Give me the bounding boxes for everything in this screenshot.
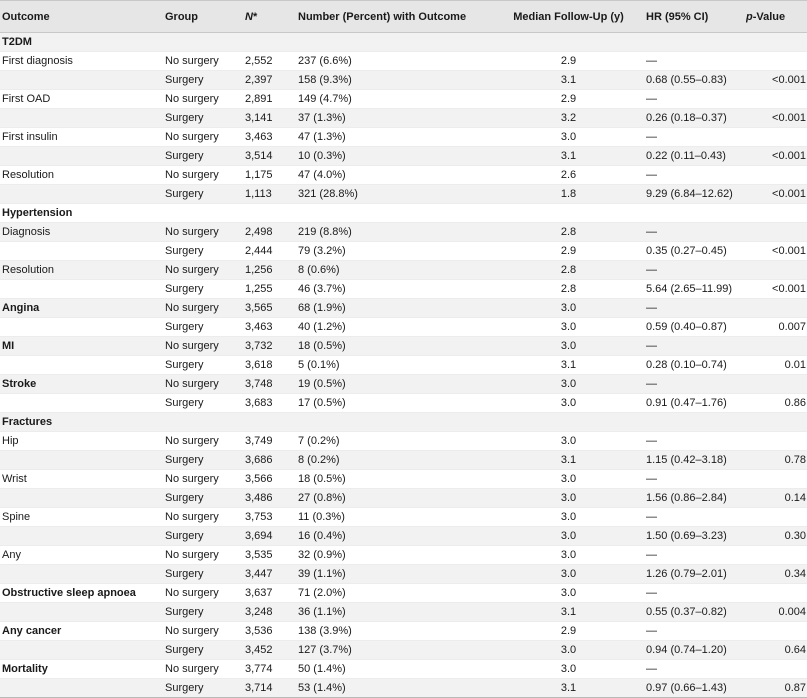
cell-group: Surgery (165, 147, 245, 166)
cell-number-with-outcome: 17 (0.5%) (298, 394, 491, 413)
cell-outcome (0, 147, 165, 166)
cell-n (245, 413, 298, 432)
cell-outcome (0, 394, 165, 413)
header-n-letter: N (245, 10, 253, 23)
table-row (0, 489, 807, 508)
cell-n: 1,175 (245, 166, 298, 185)
cell-p-value (746, 33, 807, 52)
header-hr: HR (95% CI) (646, 1, 746, 33)
cell-n: 1,113 (245, 185, 298, 204)
cell-median-follow-up: 3.1 (491, 147, 646, 166)
cell-hr: — (646, 546, 746, 565)
cell-n: 1,255 (245, 280, 298, 299)
cell-group: Surgery (165, 603, 245, 622)
cell-n: 3,141 (245, 109, 298, 128)
table-row (0, 622, 807, 641)
cell-p-value (746, 470, 807, 489)
cell-n (245, 33, 298, 52)
cell-number-with-outcome: 53 (1.4%) (298, 679, 491, 698)
cell-median-follow-up: 3.0 (491, 546, 646, 565)
cell-number-with-outcome: 5 (0.1%) (298, 356, 491, 375)
cell-n: 3,694 (245, 527, 298, 546)
cell-median-follow-up: 3.0 (491, 527, 646, 546)
cell-hr: — (646, 166, 746, 185)
cell-outcome: Hypertension (0, 204, 165, 223)
cell-group: No surgery (165, 508, 245, 527)
cell-outcome (0, 603, 165, 622)
cell-hr: 0.94 (0.74–1.20) (646, 641, 746, 660)
table-row (0, 261, 807, 280)
header-n-footnote-mark: * (252, 10, 258, 23)
cell-n: 3,774 (245, 660, 298, 679)
cell-group: Surgery (165, 489, 245, 508)
cell-median-follow-up: 3.1 (491, 451, 646, 470)
cell-n (245, 204, 298, 223)
cell-group: Surgery (165, 679, 245, 698)
cell-p-value (746, 166, 807, 185)
table-row (0, 451, 807, 470)
header-n (245, 1, 298, 33)
cell-n: 3,452 (245, 641, 298, 660)
cell-p-value: <0.001 (746, 71, 807, 90)
table-row (0, 280, 807, 299)
cell-n: 3,566 (245, 470, 298, 489)
cell-hr: 0.35 (0.27–0.45) (646, 242, 746, 261)
cell-outcome: Mortality (0, 660, 165, 679)
cell-hr: — (646, 508, 746, 527)
cell-outcome (0, 641, 165, 660)
cell-median-follow-up: 3.0 (491, 508, 646, 527)
table-row (0, 52, 807, 71)
cell-hr: — (646, 337, 746, 356)
cell-group: No surgery (165, 584, 245, 603)
cell-p-value (746, 584, 807, 603)
cell-hr (646, 204, 746, 223)
table-row (0, 147, 807, 166)
cell-outcome (0, 356, 165, 375)
cell-median-follow-up (491, 204, 646, 223)
cell-median-follow-up: 2.9 (491, 622, 646, 641)
cell-outcome: Stroke (0, 375, 165, 394)
cell-group (165, 204, 245, 223)
cell-number-with-outcome: 79 (3.2%) (298, 242, 491, 261)
table-row (0, 128, 807, 147)
cell-hr: — (646, 470, 746, 489)
cell-outcome (0, 489, 165, 508)
cell-median-follow-up: 3.0 (491, 641, 646, 660)
cell-p-value (746, 660, 807, 679)
cell-hr: 1.26 (0.79–2.01) (646, 565, 746, 584)
cell-median-follow-up: 3.0 (491, 375, 646, 394)
cell-group: No surgery (165, 52, 245, 71)
cell-p-value (746, 508, 807, 527)
cell-n: 2,498 (245, 223, 298, 242)
cell-group: No surgery (165, 261, 245, 280)
cell-number-with-outcome: 237 (6.6%) (298, 52, 491, 71)
cell-hr: 0.22 (0.11–0.43) (646, 147, 746, 166)
cell-median-follow-up: 1.8 (491, 185, 646, 204)
cell-outcome (0, 185, 165, 204)
cell-n: 3,447 (245, 565, 298, 584)
cell-group: No surgery (165, 375, 245, 394)
cell-group: No surgery (165, 622, 245, 641)
cell-number-with-outcome: 158 (9.3%) (298, 71, 491, 90)
table-body (0, 33, 807, 698)
cell-n: 3,748 (245, 375, 298, 394)
cell-outcome (0, 318, 165, 337)
cell-p-value (746, 90, 807, 109)
cell-number-with-outcome: 18 (0.5%) (298, 470, 491, 489)
cell-n: 3,463 (245, 318, 298, 337)
cell-number-with-outcome: 149 (4.7%) (298, 90, 491, 109)
cell-hr: 0.55 (0.37–0.82) (646, 603, 746, 622)
cell-p-value (746, 223, 807, 242)
cell-number-with-outcome: 16 (0.4%) (298, 527, 491, 546)
cell-hr: — (646, 375, 746, 394)
cell-median-follow-up: 3.0 (491, 394, 646, 413)
cell-median-follow-up: 2.8 (491, 261, 646, 280)
cell-hr: 5.64 (2.65–11.99) (646, 280, 746, 299)
cell-p-value (746, 375, 807, 394)
cell-median-follow-up: 3.2 (491, 109, 646, 128)
cell-median-follow-up: 3.0 (491, 470, 646, 489)
cell-hr: — (646, 128, 746, 147)
cell-p-value: 0.78 (746, 451, 807, 470)
cell-median-follow-up (491, 33, 646, 52)
cell-number-with-outcome: 127 (3.7%) (298, 641, 491, 660)
table-header (0, 1, 807, 33)
cell-number-with-outcome: 71 (2.0%) (298, 584, 491, 603)
cell-hr: — (646, 299, 746, 318)
header-row (0, 1, 807, 33)
cell-group: Surgery (165, 394, 245, 413)
cell-hr: 1.50 (0.69–3.23) (646, 527, 746, 546)
table-row (0, 546, 807, 565)
cell-median-follow-up: 2.6 (491, 166, 646, 185)
cell-median-follow-up: 2.9 (491, 90, 646, 109)
cell-group: No surgery (165, 90, 245, 109)
cell-number-with-outcome: 8 (0.2%) (298, 451, 491, 470)
cell-number-with-outcome: 46 (3.7%) (298, 280, 491, 299)
table-row (0, 223, 807, 242)
cell-number-with-outcome: 18 (0.5%) (298, 337, 491, 356)
cell-n: 3,514 (245, 147, 298, 166)
cell-p-value: <0.001 (746, 185, 807, 204)
cell-outcome: Spine (0, 508, 165, 527)
cell-median-follow-up: 3.0 (491, 565, 646, 584)
cell-median-follow-up: 3.0 (491, 318, 646, 337)
cell-hr: 0.59 (0.40–0.87) (646, 318, 746, 337)
table-row (0, 33, 807, 52)
header-median-follow-up: Median Follow-Up (y) (491, 1, 646, 33)
cell-hr: — (646, 622, 746, 641)
header-group: Group (165, 1, 245, 33)
cell-n: 2,444 (245, 242, 298, 261)
cell-number-with-outcome (298, 33, 491, 52)
cell-group: Surgery (165, 280, 245, 299)
table-row (0, 90, 807, 109)
cell-hr: — (646, 223, 746, 242)
cell-median-follow-up: 3.0 (491, 128, 646, 147)
table-row (0, 527, 807, 546)
cell-p-value: <0.001 (746, 242, 807, 261)
cell-hr: 1.15 (0.42–3.18) (646, 451, 746, 470)
header-p-letter: p (746, 10, 753, 23)
cell-group: Surgery (165, 71, 245, 90)
cell-median-follow-up: 2.9 (491, 52, 646, 71)
cell-n: 3,714 (245, 679, 298, 698)
cell-group: Surgery (165, 641, 245, 660)
cell-n: 2,552 (245, 52, 298, 71)
table-row (0, 660, 807, 679)
table-row (0, 603, 807, 622)
cell-group: Surgery (165, 318, 245, 337)
cell-group: No surgery (165, 223, 245, 242)
cell-p-value: <0.001 (746, 109, 807, 128)
cell-median-follow-up: 2.9 (491, 242, 646, 261)
cell-number-with-outcome: 8 (0.6%) (298, 261, 491, 280)
cell-hr: 0.97 (0.66–1.43) (646, 679, 746, 698)
cell-number-with-outcome: 321 (28.8%) (298, 185, 491, 204)
cell-hr: — (646, 432, 746, 451)
cell-p-value: 0.007 (746, 318, 807, 337)
cell-outcome: Any (0, 546, 165, 565)
cell-group: Surgery (165, 356, 245, 375)
cell-p-value (746, 337, 807, 356)
cell-outcome: Wrist (0, 470, 165, 489)
cell-median-follow-up: 3.1 (491, 356, 646, 375)
cell-outcome: Obstructive sleep apnoea (0, 584, 165, 603)
cell-number-with-outcome: 138 (3.9%) (298, 622, 491, 641)
cell-group: No surgery (165, 432, 245, 451)
table-row (0, 242, 807, 261)
cell-group: Surgery (165, 565, 245, 584)
cell-p-value (746, 299, 807, 318)
table-row (0, 394, 807, 413)
cell-outcome: T2DM (0, 33, 165, 52)
cell-median-follow-up (491, 413, 646, 432)
cell-number-with-outcome: 39 (1.1%) (298, 565, 491, 584)
table-row (0, 166, 807, 185)
cell-p-value (746, 432, 807, 451)
header-number-with-outcome: Number (Percent) with Outcome (298, 1, 491, 33)
cell-p-value: 0.30 (746, 527, 807, 546)
cell-n: 3,463 (245, 128, 298, 147)
cell-number-with-outcome: 219 (8.8%) (298, 223, 491, 242)
cell-hr: — (646, 584, 746, 603)
cell-n: 3,753 (245, 508, 298, 527)
cell-outcome: Resolution (0, 166, 165, 185)
cell-number-with-outcome: 7 (0.2%) (298, 432, 491, 451)
cell-p-value: 0.01 (746, 356, 807, 375)
cell-median-follow-up: 3.0 (491, 660, 646, 679)
cell-number-with-outcome (298, 413, 491, 432)
cell-outcome: Angina (0, 299, 165, 318)
table-row (0, 432, 807, 451)
cell-outcome (0, 451, 165, 470)
cell-outcome: Resolution (0, 261, 165, 280)
table-row (0, 375, 807, 394)
cell-median-follow-up: 2.8 (491, 280, 646, 299)
cell-group: No surgery (165, 660, 245, 679)
table-row (0, 470, 807, 489)
cell-group: No surgery (165, 128, 245, 147)
cell-n: 3,683 (245, 394, 298, 413)
cell-group (165, 413, 245, 432)
cell-n: 3,686 (245, 451, 298, 470)
cell-hr: 9.29 (6.84–12.62) (646, 185, 746, 204)
cell-group (165, 33, 245, 52)
cell-outcome: First diagnosis (0, 52, 165, 71)
cell-p-value (746, 204, 807, 223)
cell-hr: 0.68 (0.55–0.83) (646, 71, 746, 90)
cell-p-value (746, 546, 807, 565)
cell-hr: 0.28 (0.10–0.74) (646, 356, 746, 375)
cell-outcome: Fractures (0, 413, 165, 432)
cell-p-value (746, 622, 807, 641)
cell-p-value: <0.001 (746, 147, 807, 166)
cell-outcome: Diagnosis (0, 223, 165, 242)
cell-n: 3,732 (245, 337, 298, 356)
cell-number-with-outcome (298, 204, 491, 223)
cell-number-with-outcome: 36 (1.1%) (298, 603, 491, 622)
cell-median-follow-up: 3.1 (491, 603, 646, 622)
cell-outcome (0, 280, 165, 299)
header-p-rest: -Value (752, 10, 786, 23)
cell-number-with-outcome: 27 (0.8%) (298, 489, 491, 508)
cell-p-value: 0.34 (746, 565, 807, 584)
cell-hr (646, 33, 746, 52)
cell-group: Surgery (165, 527, 245, 546)
cell-n: 3,248 (245, 603, 298, 622)
cell-group: Surgery (165, 109, 245, 128)
cell-p-value: 0.14 (746, 489, 807, 508)
cell-number-with-outcome: 47 (1.3%) (298, 128, 491, 147)
cell-hr: 0.26 (0.18–0.37) (646, 109, 746, 128)
cell-outcome (0, 565, 165, 584)
header-p-value (746, 1, 807, 33)
cell-p-value (746, 261, 807, 280)
cell-group: Surgery (165, 451, 245, 470)
cell-p-value (746, 413, 807, 432)
cell-outcome: MI (0, 337, 165, 356)
table-row (0, 356, 807, 375)
cell-p-value: 0.87 (746, 679, 807, 698)
cell-number-with-outcome: 47 (4.0%) (298, 166, 491, 185)
cell-outcome: First OAD (0, 90, 165, 109)
table-row (0, 109, 807, 128)
cell-number-with-outcome: 11 (0.3%) (298, 508, 491, 527)
cell-p-value: 0.86 (746, 394, 807, 413)
cell-n: 3,565 (245, 299, 298, 318)
cell-group: No surgery (165, 546, 245, 565)
cell-number-with-outcome: 32 (0.9%) (298, 546, 491, 565)
table-row (0, 584, 807, 603)
cell-n: 2,397 (245, 71, 298, 90)
table-row (0, 318, 807, 337)
cell-hr (646, 413, 746, 432)
cell-hr: — (646, 261, 746, 280)
cell-outcome (0, 242, 165, 261)
cell-outcome: Hip (0, 432, 165, 451)
cell-n: 3,618 (245, 356, 298, 375)
table-row (0, 413, 807, 432)
cell-group: No surgery (165, 166, 245, 185)
cell-p-value (746, 128, 807, 147)
cell-median-follow-up: 3.0 (491, 584, 646, 603)
cell-group: No surgery (165, 470, 245, 489)
table-row (0, 299, 807, 318)
cell-number-with-outcome: 40 (1.2%) (298, 318, 491, 337)
cell-hr: — (646, 52, 746, 71)
cell-median-follow-up: 3.0 (491, 489, 646, 508)
cell-n: 3,637 (245, 584, 298, 603)
cell-n: 1,256 (245, 261, 298, 280)
cell-number-with-outcome: 37 (1.3%) (298, 109, 491, 128)
cell-group: Surgery (165, 185, 245, 204)
cell-outcome (0, 71, 165, 90)
cell-outcome (0, 109, 165, 128)
cell-hr: 1.56 (0.86–2.84) (646, 489, 746, 508)
cell-group: No surgery (165, 299, 245, 318)
cell-outcome: First insulin (0, 128, 165, 147)
cell-hr: — (646, 660, 746, 679)
header-outcome: Outcome (0, 1, 165, 33)
cell-n: 2,891 (245, 90, 298, 109)
cell-p-value: 0.64 (746, 641, 807, 660)
table-row (0, 185, 807, 204)
cell-group: No surgery (165, 337, 245, 356)
cell-n: 3,749 (245, 432, 298, 451)
cell-n: 3,536 (245, 622, 298, 641)
table-row (0, 508, 807, 527)
cell-median-follow-up: 3.0 (491, 432, 646, 451)
cell-n: 3,535 (245, 546, 298, 565)
cell-median-follow-up: 2.8 (491, 223, 646, 242)
table-row (0, 71, 807, 90)
cell-median-follow-up: 3.0 (491, 337, 646, 356)
cell-number-with-outcome: 10 (0.3%) (298, 147, 491, 166)
cell-median-follow-up: 3.1 (491, 71, 646, 90)
cell-number-with-outcome: 50 (1.4%) (298, 660, 491, 679)
cell-hr: 0.91 (0.47–1.76) (646, 394, 746, 413)
cell-p-value: <0.001 (746, 280, 807, 299)
cell-median-follow-up: 3.0 (491, 299, 646, 318)
cell-hr: — (646, 90, 746, 109)
table-row (0, 565, 807, 584)
table-row (0, 337, 807, 356)
table-row (0, 204, 807, 223)
table-row (0, 641, 807, 660)
cell-outcome (0, 527, 165, 546)
cell-outcome: Any cancer (0, 622, 165, 641)
cell-group: Surgery (165, 242, 245, 261)
cell-p-value: 0.004 (746, 603, 807, 622)
cell-number-with-outcome: 68 (1.9%) (298, 299, 491, 318)
cell-p-value (746, 52, 807, 71)
cell-median-follow-up: 3.1 (491, 679, 646, 698)
cell-n: 3,486 (245, 489, 298, 508)
cell-number-with-outcome: 19 (0.5%) (298, 375, 491, 394)
